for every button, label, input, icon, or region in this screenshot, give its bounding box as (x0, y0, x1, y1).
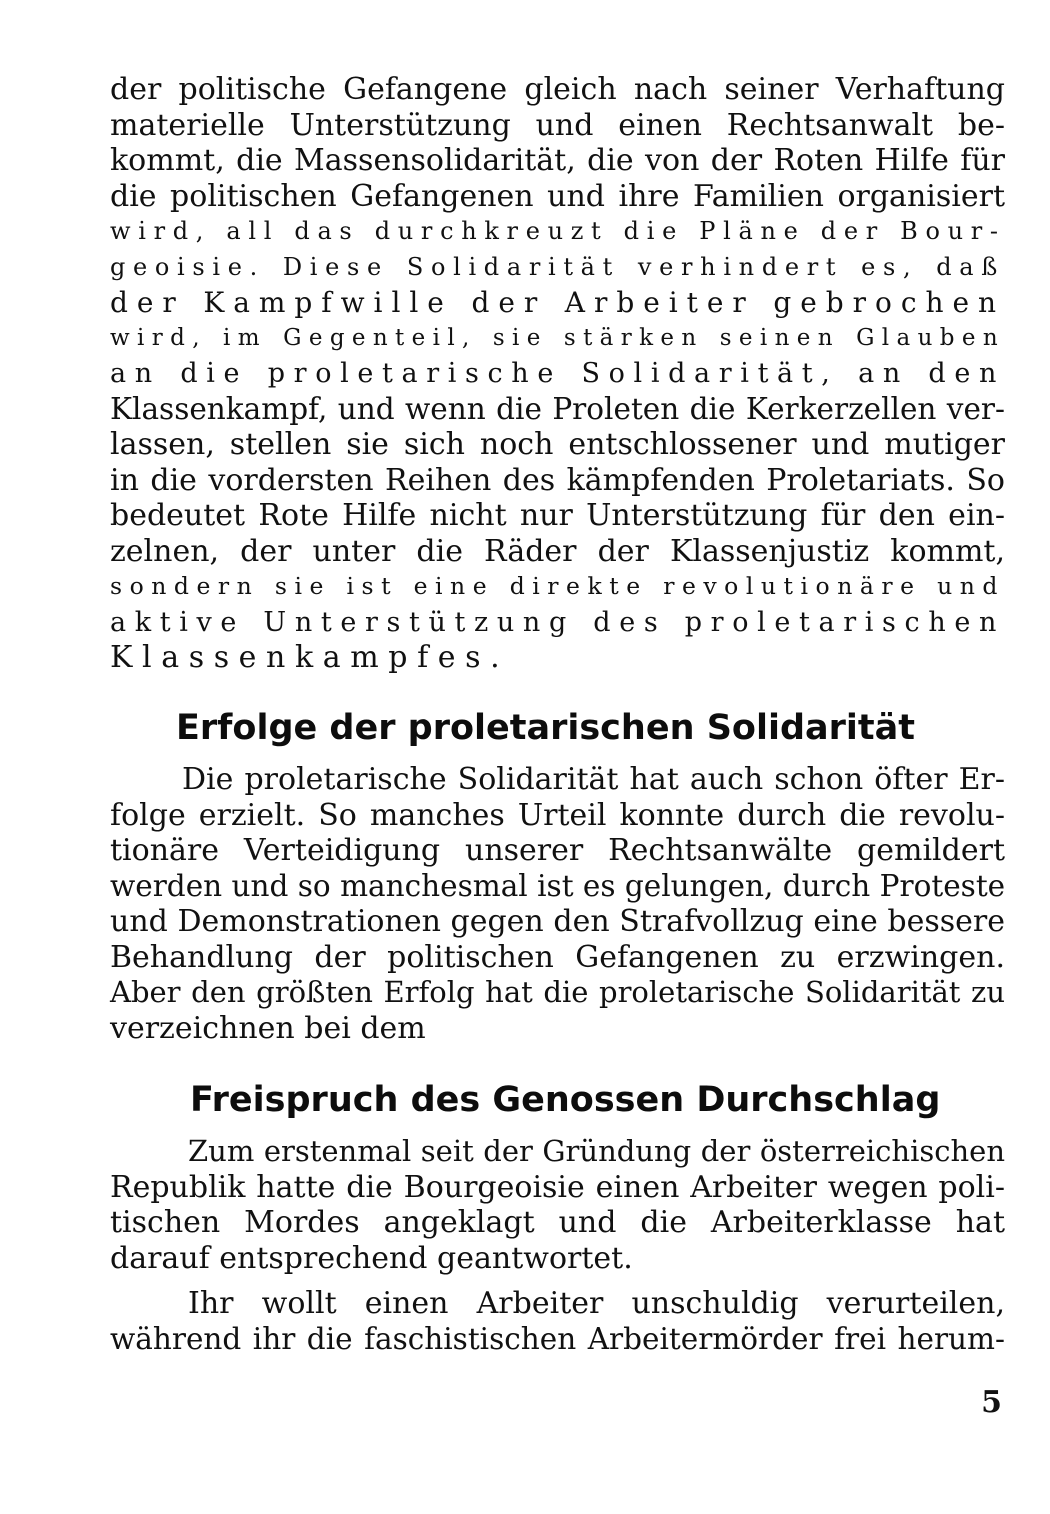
text-line-indented: Die proletarische Solidarität hat auch schon öfter Er- (182, 762, 1005, 797)
text-line-spaced: aktive Unterstützung des proletarischen (110, 606, 1005, 638)
paragraph-2 (110, 762, 1005, 1046)
text-line-spaced: sondern sie ist eine direkte revolutionäre und (110, 572, 1005, 600)
text-line: Republik hatte die Bourgeoisie einen Arbeiter wegen poli- (110, 1169, 1005, 1205)
text-line: werden und so manchesmal ist es gelungen, durch Proteste (110, 868, 1006, 903)
section-heading: Erfolge der proletarischen Solidarität (176, 708, 915, 748)
section-heading: Freispruch des Genossen Durchschlag (190, 1080, 941, 1120)
text-line: tischen Mordes angeklagt und die Arbeiterklasse hat (110, 1205, 1005, 1240)
text-line: in die vordersten Reihen des kämpfenden Proletariats. So (110, 462, 1005, 498)
text-line: materielle Unterstützung und einen Rechtsanwalt be- (110, 107, 1005, 143)
text-line: Behandlung der politischen Gefangenen zu erzwingen. (110, 939, 1005, 975)
text-line: die politischen Gefangenen und ihre Familien organisiert (110, 178, 1005, 214)
paragraph-4 (110, 1286, 1005, 1357)
text-line: der politische Gefangene gleich nach seiner Verhaftung (110, 72, 1005, 107)
text-line-spaced: geoisie. Diese Solidarität verhindert es, daß (110, 252, 1005, 281)
text-line-indented: Ihr wollt einen Arbeiter unschuldig verurteilen, (188, 1286, 1005, 1321)
paragraph-3 (110, 1134, 1005, 1276)
text-line: Klassenkampf, und wenn die Proleten die Kerkerzellen ver- (110, 391, 1005, 426)
text-line-spaced: wird, all das durchkreuzt die Pläne der Bour- (110, 217, 1006, 245)
text-line-spaced: an die proletarische Solidarität, an den (110, 358, 1005, 389)
text-line: kommt, die Massensolidarität, die von der Roten Hilfe für (110, 143, 1005, 178)
text-line: verzeichnen bei dem (110, 1010, 426, 1046)
text-line-spaced: Klassenkampfes. (110, 640, 510, 675)
text-line: lassen, stellen sie sich noch entschlossener und mutiger (110, 427, 1005, 462)
paragraph-1 (110, 72, 1005, 676)
text-line: während ihr die faschistischen Arbeitermörder frei herum- (110, 1321, 1005, 1356)
text-line: bedeutet Rote Hilfe nicht nur Unterstützung für den ein- (110, 498, 1005, 533)
text-line: darauf entsprechend geantwortet. (110, 1240, 633, 1276)
text-line: Aber den größten Erfolg hat die proletarische Solidarität zu (110, 975, 1005, 1009)
text-line: und Demonstrationen gegen den Strafvollzug eine bessere (110, 904, 1005, 939)
text-line: zelnen, der unter die Räder der Klassenjustiz kommt, (110, 533, 1005, 569)
text-line-spaced: der Kampfwille der Arbeiter gebrochen (110, 286, 1005, 319)
text-line-indented: Zum erstenmal seit der Gründung der österreichischen (188, 1134, 1005, 1168)
text-line: folge erzielt. So manches Urteil konnte durch die revolu- (110, 797, 1005, 833)
text-line: tionäre Verteidigung unserer Rechtsanwälte gemildert (110, 833, 1005, 868)
page-number: 5 (981, 1385, 1002, 1420)
text-line-spaced: wird, im Gegenteil, sie stärken seinen Glauben (110, 324, 1005, 351)
